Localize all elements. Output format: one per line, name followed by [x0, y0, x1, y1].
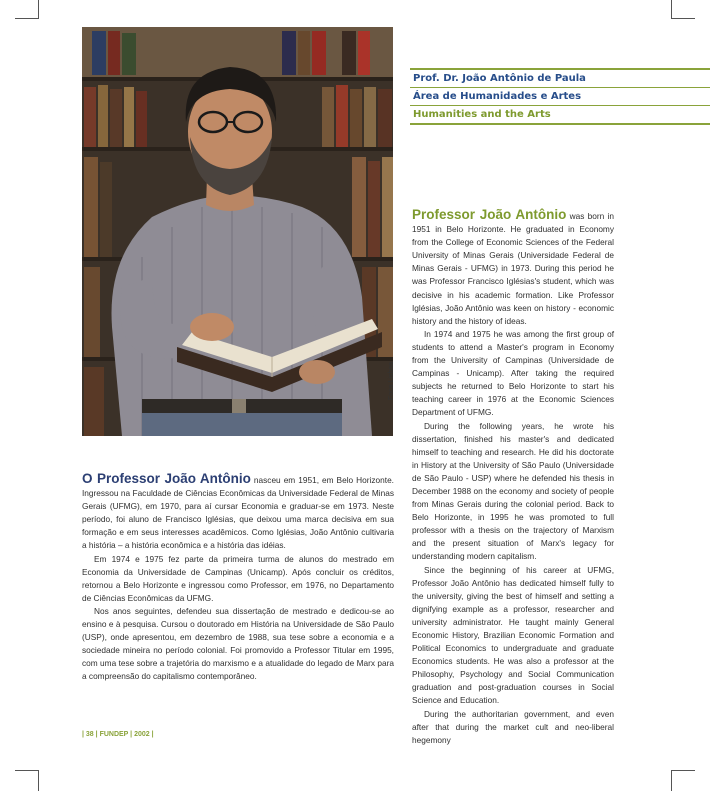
header-block: [410, 68, 710, 125]
professor-name: Prof. Dr. João Antônio de Paula: [413, 73, 586, 84]
portuguese-text: [82, 472, 394, 684]
photo-credit: Foca Lisboa: [388, 361, 395, 400]
divider: [410, 123, 710, 125]
crop-mark: [15, 770, 39, 771]
paragraph: Nos anos seguintes, defendeu sua dissertação de mestrado e dedicou-se ao ensino e à pesquisa. Cursou o doutorado em História na Universidade de São Paulo (USP), onde apresentou, em dezembro de 1988, sua tese sobre a economia e a sociedade mineira no período colonial. Foi promovido a Professor Titular em 1995, com uma tese sobre a trajetória do marxismo e a atualidade do legado de Marx para a compreensão do capitalismo contemporâneo.: [82, 605, 394, 682]
footer-year: 2002: [134, 731, 150, 738]
page-number: 38: [85, 731, 94, 738]
paragraph: During the authoritarian government, and even after that during the market cult and neo-liberal hegemony: [412, 708, 614, 745]
page-footer: | 38 | FUNDEP | 2002 |: [82, 731, 154, 738]
crop-mark: [671, 0, 672, 19]
paragraph: In 1974 and 1975 he was among the first group of students to attend a Master's program in Economy from the University of Campinas (Universidade de Campinas - Unicamp). After taking the required subjects he returned to Belo Horizonte to start his teaching career in 1976 at the Economic Sciences Department of UFMG.: [412, 328, 614, 418]
crop-mark: [38, 770, 39, 791]
lead-name: O Professor João Antônio: [82, 471, 251, 486]
portrait-photo: [82, 27, 393, 436]
paragraph: During the following years, he wrote his dissertation, finished his master's and dedicated himself to teaching and research. He did his doctorate in History at the University of São Paulo (Universidade de São Paulo - USP) where he defended his thesis in December 1988 on the economy and society of people from Minas Gerais during the colonial period. Back to Belo Horizonte, in 1995 he was promoted to full professor with a thesis on the trajectory of Marxism and the present situation of Marx's legacy for understanding modern capitalism.: [412, 420, 614, 562]
english-text: [412, 208, 614, 747]
crop-mark: [671, 770, 672, 791]
area-english: Humanities and the Arts: [413, 109, 551, 120]
footer-org: FUNDEP: [99, 731, 129, 738]
paragraph: Professor João Antônio was born in 1951 in Belo Horizonte. He graduated in Economy from the College of Economic Sciences of the Federal University of Minas Gerais (Universidade Federal de Minas Gerais - UFMG) in 1973. During this period he was Professor Francisco Iglésias's student, which was decisive in his academic formation. Like Professor Iglésias, João Antônio was keen on history - economic history and the history of ideas.: [412, 207, 615, 326]
crop-mark: [671, 18, 695, 19]
crop-mark: [38, 0, 39, 19]
paragraph: Since the beginning of his career at UFMG, Professor João Antônio has dedicated himself fully to the university, giving the best of himself and setting a dignifying example as a professor, researcher and university administrator. He taught mainly General Economic History, Brazilian Economic Formation and Political Economics to undergraduate and graduate Economics students. He was also a professor at the Philosophy, Psychology and Social Communication graduation and post-graduation courses in Social Science and Education.: [412, 564, 614, 706]
paragraph: O Professor João Antônio nasceu em 1951, em Belo Horizonte. Ingressou na Faculdade de Ciências Econômicas da Universidade Federal de Minas Gerais (UFMG), em 1970, para aí cursar Economia e graduar-se em 1973. Neste período, foi aluno de Francisco Iglésias, que deixou uma marca decisiva em sua formação e em seus interesses acadêmicos. Como Iglésias, João Antônio cultivaria a história – a história econômica e a história das idéias.: [82, 471, 394, 551]
crop-mark: [671, 770, 695, 771]
lead-name: Professor João Antônio: [412, 207, 567, 222]
crop-mark: [15, 18, 39, 19]
area-portuguese: Área de Humanidades e Artes: [413, 91, 582, 102]
paragraph: Em 1974 e 1975 fez parte da primeira turma de alunos do mestrado em Economia da Universidade de Campinas (Unicamp). Após concluir os créditos, retornou a Belo Horizonte e ingressou como Professor, em 1976, no Departamento de Ciências Econômicas da UFMG.: [82, 553, 394, 603]
